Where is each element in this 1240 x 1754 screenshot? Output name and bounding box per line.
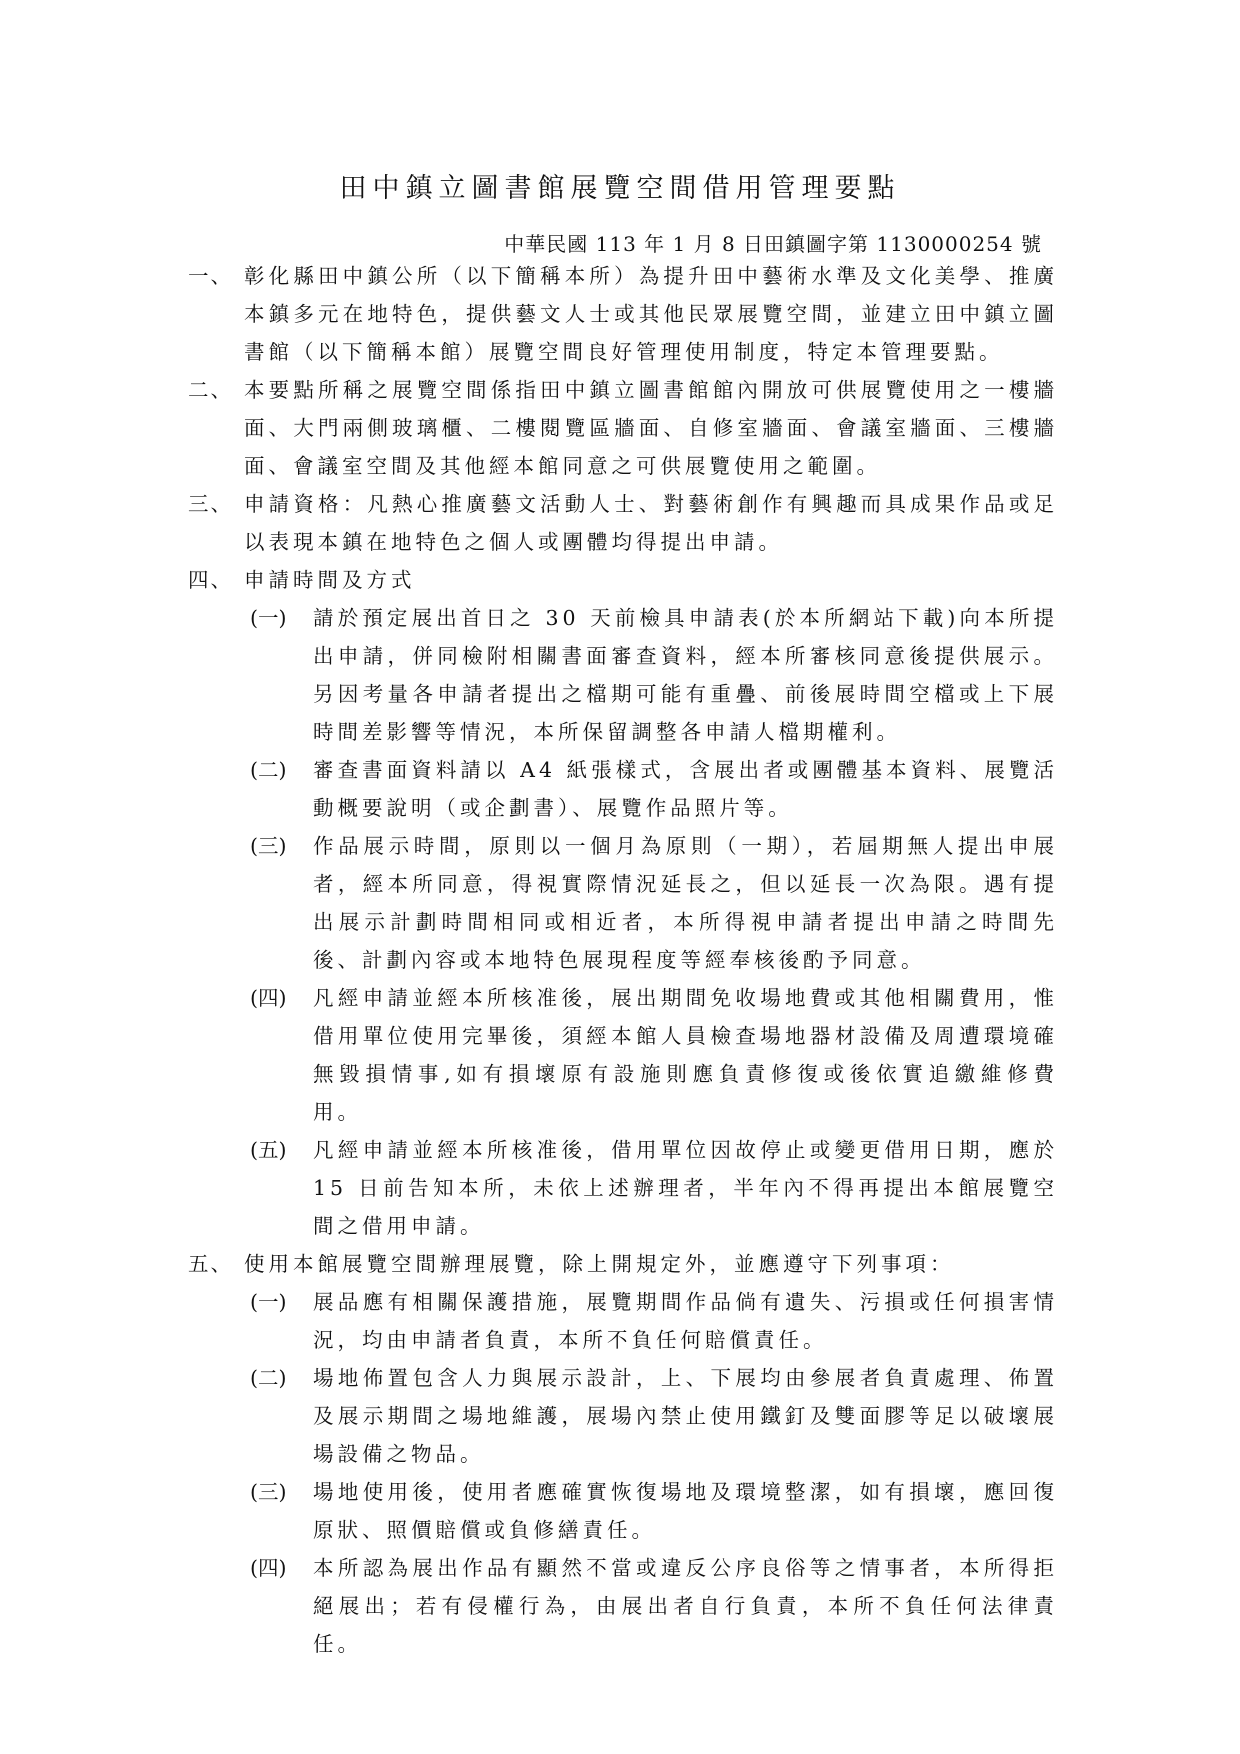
article-5-item-3 <box>250 1473 1058 1549</box>
article-4-item-5 <box>250 1131 1058 1245</box>
item-number: (一) <box>250 606 287 630</box>
article-text: 申請時間及方式 <box>244 568 416 592</box>
article-2 <box>188 371 1058 485</box>
item-text: 凡經申請並經本所核准後，借用單位因故停止或變更借用日期，應於15 日前告知本所，未依上述辦理者，半年內不得再提出本館展覽空間之借用申請。 <box>313 1138 1058 1238</box>
article-number: 四、 <box>188 568 233 592</box>
item-number: (三) <box>250 834 287 858</box>
article-4 <box>188 561 1058 599</box>
article-text: 彰化縣田中鎮公所（以下簡稱本所）為提升田中藝術水準及文化美學、推廣本鎮多元在地特色，提供藝文人士或其他民眾展覽空間，並建立田中鎮立圖書館（以下簡稱本館）展覽空間良好管理使用制度，特定本管理要點。 <box>244 264 1058 364</box>
item-text: 請於預定展出首日之 30 天前檢具申請表(於本所網站下載)向本所提出申請，併同檢附相關書面審查資料，經本所審核同意後提供展示。另因考量各申請者提出之檔期可能有重疊、前後展時間空檔或上下展時間差影響等情況，本所保留調整各申請人檔期權利。 <box>313 606 1058 744</box>
item-text: 場地佈置包含人力與展示設計，上、下展均由參展者負責處理、佈置及展示期間之場地維護，展場內禁止使用鐵釘及雙面膠等足以破壞展場設備之物品。 <box>313 1366 1058 1466</box>
item-number: (五) <box>250 1138 287 1162</box>
article-4-item-1 <box>250 599 1058 751</box>
item-text: 作品展示時間，原則以一個月為原則（一期），若屆期無人提出申展者，經本所同意，得視實際情況延長之，但以延長一次為限。遇有提出展示計劃時間相同或相近者，本所得視申請者提出申請之時間先後、計劃內容或本地特色展現程度等經奉核後酌予同意。 <box>313 834 1058 972</box>
item-text: 場地使用後，使用者應確實恢復場地及環境整潔，如有損壞，應回復原狀、照價賠償或負修繕責任。 <box>313 1480 1058 1542</box>
article-4-item-4 <box>250 979 1058 1131</box>
article-3 <box>188 485 1058 561</box>
item-text: 展品應有相關保護措施，展覽期間作品倘有遺失、污損或任何損害情況，均由申請者負責，本所不負任何賠償責任。 <box>313 1290 1058 1352</box>
item-number: (一) <box>250 1290 287 1314</box>
item-text: 凡經申請並經本所核准後，展出期間免收場地費或其他相關費用，惟借用單位使用完畢後，須經本館人員檢查場地器材設備及周遭環境確無毀損情事,如有損壞原有設施則應負責修復或後依實追繳維修費用。 <box>313 986 1058 1124</box>
document-title: 田中鎮立圖書館展覽空間借用管理要點 <box>339 173 901 204</box>
item-text: 審查書面資料請以 A4 紙張樣式，含展出者或團體基本資料、展覽活動概要說明（或企劃書）、展覽作品照片等。 <box>313 758 1058 820</box>
article-text: 申請資格：凡熱心推廣藝文活動人士、對藝術創作有興趣而具成果作品或足以表現本鎮在地特色之個人或團體均得提出申請。 <box>244 492 1058 554</box>
item-number: (二) <box>250 758 287 782</box>
article-5 <box>188 1245 1058 1283</box>
document-body <box>188 257 1058 1663</box>
article-text: 本要點所稱之展覽空間係指田中鎮立圖書館館內開放可供展覽使用之一樓牆面、大門兩側玻璃櫃、二樓閱覽區牆面、自修室牆面、會議室牆面、三樓牆面、會議室空間及其他經本館同意之可供展覽使用之範圍。 <box>244 378 1058 478</box>
item-text: 本所認為展出作品有顯然不當或違反公序良俗等之情事者，本所得拒絕展出；若有侵權行為，由展出者自行負責，本所不負任何法律責任。 <box>313 1556 1058 1656</box>
article-4-item-3 <box>250 827 1058 979</box>
item-number: (四) <box>250 986 287 1010</box>
item-number: (四) <box>250 1556 287 1580</box>
article-1 <box>188 257 1058 371</box>
article-number: 三、 <box>188 492 233 516</box>
article-5-item-1 <box>250 1283 1058 1359</box>
article-text: 使用本館展覽空間辦理展覽，除上開規定外，並應遵守下列事項： <box>244 1252 955 1276</box>
article-5-item-4 <box>250 1549 1058 1663</box>
article-5-item-2 <box>250 1359 1058 1473</box>
article-number: 一、 <box>188 264 233 288</box>
item-number: (三) <box>250 1480 287 1504</box>
article-4-item-2 <box>250 751 1058 827</box>
article-number: 五、 <box>188 1252 233 1276</box>
item-number: (二) <box>250 1366 287 1390</box>
article-number: 二、 <box>188 378 233 402</box>
document-number: 中華民國 113 年 1 月 8 日田鎮圖字第 1130000254 號 <box>504 232 1042 256</box>
